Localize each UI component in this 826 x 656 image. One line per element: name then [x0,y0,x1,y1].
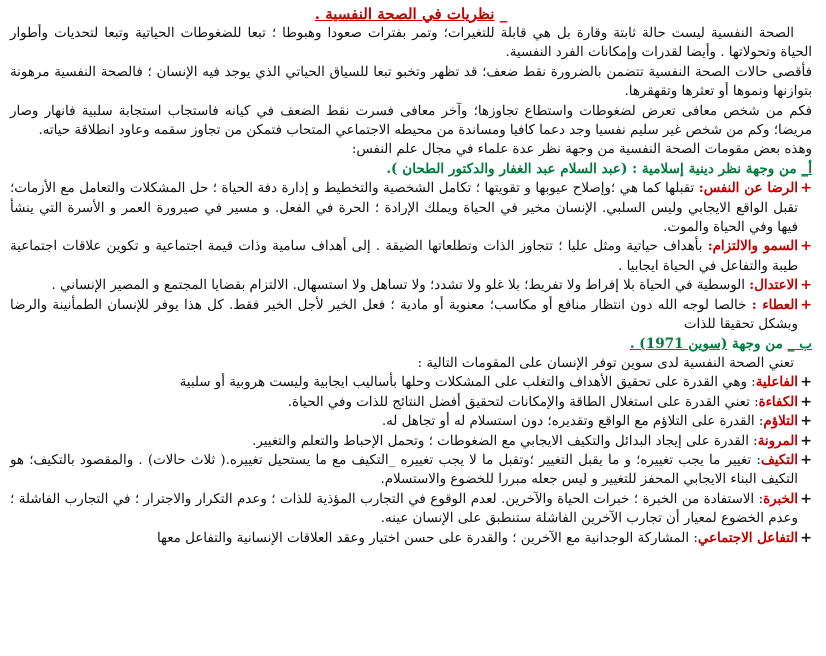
section-b-item [10,432,812,451]
item-text: خالصا لوجه الله دون انتظار منافع أو مكاسب؛ معنوية أو مادية ؛ فعل الخير لأجل الخير فقط. كل هذا يوفر للإنسان الطمأنينة والرضا وبشكل تحقيقا للذات [10,297,798,333]
bullet-plus-icon: + [800,393,812,410]
item-term: التلاؤم [763,413,798,430]
section-b-heading [10,335,812,354]
section-b-item [10,373,812,392]
item-text: الوسطية في الحياة بلا إفراط ولا تفريط؛ بلا غلو ولا تشدد؛ ولا تساهل ولا استسهال. الالتزام بقضايا المجتمع و المصير الإنساني . [51,278,750,294]
intro-paragraph-3: فكم من شخص معافى تعرض لضغوطات واستطاع تجاوزها؛ وآخر معافى فسرت نقط الضعف في كيانه فاستجاب استجابة سلبية فانهار وصار مريضا؛ وكم من شخص غير سليم نفسيا وجد دعما كافيا ومساندة من محيطه الاجتماعي المتحاب فتمكن من تجاوز سقمه وعاود انطلاقة حياته. [10,103,812,139]
item-term: الرضا عن النفس: [698,180,798,197]
intro-paragraph-4: وهذه بعض مقومات الصحة النفسية من وجهة نظر عدة علماء في مجال علم النفس: [351,142,812,158]
section-b-intro: تعني الصحة النفسية لدى سوين توفر الإنسان على المقومات التالية : [417,355,794,371]
item-term: المرونة [757,432,798,449]
bullet-plus-icon: + [800,451,812,468]
section-b-item [10,412,812,431]
intro-paragraph-2: فأقصى حالات الصحة النفسية تتضمن بالضرورة نقط ضعف؛ قد تظهر وتخبو تبعا للسياق الحياتي الذي يوجد فيه الإنسان ؛ فالصحة النفسية مرهونة بتوازنها ونموها أو تعثرها وتقهقرها. [10,64,812,100]
item-text: : القدرة على التلاؤم مع الواقع وتقديره؛ دون استسلام له أو تجاهل له. [381,414,764,430]
item-text: : تعني القدرة على استغلال الطاقة والإمكانات لتحقيق أفضل النتائج للذات وفي الحياة. [287,394,759,410]
item-term: السمو والالتزام: [707,238,798,255]
item-text: : الاستفادة من الخبرة ؛ خبرات الحياة والآخرين. لعدم الوقوع في التجارب المؤذية للذات ؛ وعدم التكرار والاجترار ؛ في التجارب الفاشلة ؛ وعدم الخضوع لمعيار أن تجارب الآخرين الفاشلة ستنطبق على الإنسان عينه. [10,491,798,527]
intro-paragraph-1: الصحة النفسية ليست حالة ثابتة وقارة بل هي قابلة للتغيرات؛ وتمر بفترات صعودا وهبوطا ؛ تبعا للضغوطات الحياتية وتبعا لتحديات وأطوار الحياة وتحولاتها . وأيضا لقدرات وإمكانات الفرد النفسية. [10,26,812,61]
item-text: : وهي القدرة على تحقيق الأهداف والتغلب على المشكلات وحلها بأساليب ايجابية وليست هروبية أو سلبية [179,375,756,391]
item-text: بأهداف حياتية ومثل عليا ؛ تتجاوز الذات وتطلعاتها الضيقة . إلى أهداف سامية وذات قيمة اجتماعية و تكوين علاقات اجتماعية طيبة والتفاعل في الحياة ايجابيا . [10,239,798,274]
item-term: العطاء : [751,296,798,313]
item-term: التفاعل الاجتماعي [697,529,798,546]
section-b-title-prefix: من وجهة [727,335,783,352]
bullet-plus-icon: + [800,180,812,197]
section-a-item [10,179,812,237]
bullet-plus-icon: + [800,296,812,313]
section-b-item [10,393,812,412]
section-b-item [10,451,812,490]
item-text: : القدرة على إيجاد البدائل والتكيف الايجابي مع الضغوطات ؛ وتحمل الإحباط والتعلم والتغيير. [252,433,758,449]
title-prefix: _ [499,5,508,23]
section-b-marker: ب _ [787,335,812,352]
bullet-plus-icon: + [800,529,812,546]
section-b-item [10,529,812,548]
bullet-plus-icon: + [800,490,812,507]
section-b-item [10,490,812,529]
section-a-item [10,276,812,295]
item-text: تقبلها كما هي ؛وإصلاح عيوبها و تقويتها ؛ تكامل الشخصية والتخطيط و إدارة دفة الحياة ؛ حل المشكلات والتعامل مع الأزمات؛ تقبل الواقع الايجابي وليس السلبي. الإنسان مخير في الحياة ويملك الإرادة ؛ الحرة في الفعل. و مسير في صيرورة العمر و الأسرة التي ينشأ فيها وفي الحياة والموت. [10,181,798,236]
item-term: الفاعلية [755,374,798,391]
item-text: : المشاركة الوجدانية مع الآخرين ؛ والقدرة على حسن اختيار وعقد العلاقات الإنسانية والتفاعل معها [156,530,698,546]
item-term: الخبرة [763,490,798,507]
section-a-item [10,296,812,335]
item-text: : تغيير ما يجب تغييره؛ و ما يقبل التغيير ؛وتقبل ما لا يجب تغييره _التكيف مع ما يستحيل تغييره.( ثلاث حالات) . والمقصود بالتكيف؛ هو التكيف البناء الايجابي المحفز للتغيير و ليس جعله مبررا للخضوع والاستسلام. [10,452,798,488]
bullet-plus-icon: + [800,238,812,255]
bullet-plus-icon: + [800,432,812,449]
section-a-item [10,237,812,276]
bullet-plus-icon: + [800,277,812,294]
section-a-heading [10,160,812,179]
item-term: التكيف [760,451,798,468]
bullet-plus-icon: + [800,413,812,430]
section-a-marker: أ_ [801,160,812,177]
title-text: نظريات في الصحة النفسية . [314,5,495,23]
document-title [10,4,812,24]
item-term: الاعتدال: [749,277,798,294]
section-a-title: من وجهة نظر دينية إسلامية : (عبد السلام عبد الغفار والدكتور الطحان ). [386,160,797,177]
item-term: الكفاءة [758,393,798,410]
bullet-plus-icon: + [800,374,812,391]
section-b-title-main: (سوين 1971) . [629,335,728,352]
